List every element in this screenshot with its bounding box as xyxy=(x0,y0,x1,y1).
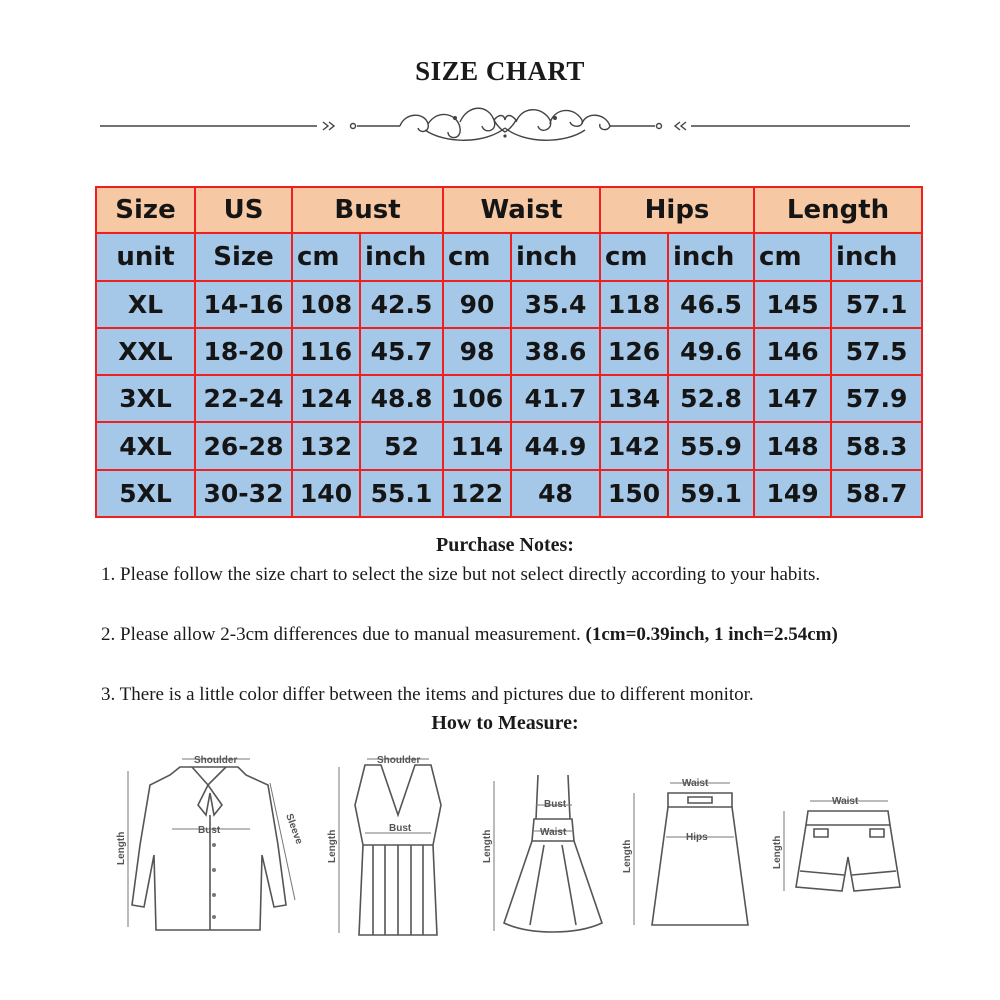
purchase-notes-title: Purchase Notes: xyxy=(436,534,574,556)
header-cell: Bust xyxy=(292,187,443,233)
shorts-diagram xyxy=(770,745,910,945)
table-cell: 124 xyxy=(292,375,360,422)
table-cell: 57.9 xyxy=(831,375,922,422)
table-cell: 5XL xyxy=(96,470,195,517)
header-cell: Length xyxy=(754,187,922,233)
table-cell: 45.7 xyxy=(360,328,443,375)
table-cell: 52.8 xyxy=(668,375,754,422)
table-cell: 118 xyxy=(600,281,668,328)
blouse-diagram xyxy=(110,745,310,945)
table-cell: 59.1 xyxy=(668,470,754,517)
table-cell: 48.8 xyxy=(360,375,443,422)
table-cell: 48 xyxy=(511,470,600,517)
table-cell: 140 xyxy=(292,470,360,517)
table-cell: 108 xyxy=(292,281,360,328)
header-cell: Size xyxy=(96,187,195,233)
subheader-cell: inch xyxy=(511,233,600,280)
table-cell: 122 xyxy=(443,470,511,517)
table-cell: 44.9 xyxy=(511,422,600,469)
table-cell: 114 xyxy=(443,422,511,469)
table-cell: 49.6 xyxy=(668,328,754,375)
subheader-cell: unit xyxy=(96,233,195,280)
table-cell: 55.1 xyxy=(360,470,443,517)
table-cell: 41.7 xyxy=(511,375,600,422)
ornament-divider xyxy=(95,100,915,150)
header-cell: US xyxy=(195,187,292,233)
note-1: 1. Please follow the size chart to select the size but not select directly according to your habits. xyxy=(101,564,821,585)
hips-label: Hips xyxy=(686,832,708,843)
subheader-cell: inch xyxy=(668,233,754,280)
table-cell: 55.9 xyxy=(668,422,754,469)
note-3: 3. There is a little color differ between the items and pictures due to different monitor. xyxy=(101,684,754,705)
table-cell: 145 xyxy=(754,281,831,328)
subheader-cell: inch xyxy=(360,233,443,280)
table-cell: 57.5 xyxy=(831,328,922,375)
table-cell: 46.5 xyxy=(668,281,754,328)
table-subheader-row xyxy=(96,233,922,280)
table-cell: 148 xyxy=(754,422,831,469)
length-label: Length xyxy=(772,835,783,869)
dress-diagram xyxy=(480,745,610,945)
subheader-cell: cm xyxy=(754,233,831,280)
table-row xyxy=(96,281,922,328)
table-cell: 14-16 xyxy=(195,281,292,328)
table-cell: 132 xyxy=(292,422,360,469)
shoulder-label: Shoulder xyxy=(377,755,421,766)
length-label: Length xyxy=(482,829,493,863)
how-to-measure-title: How to Measure: xyxy=(431,712,579,734)
table-cell: 150 xyxy=(600,470,668,517)
table-cell: 142 xyxy=(600,422,668,469)
table-cell: 38.6 xyxy=(511,328,600,375)
sleeve-label: Sleeve xyxy=(283,812,305,846)
table-cell: 3XL xyxy=(96,375,195,422)
table-row xyxy=(96,470,922,517)
bust-label: Bust xyxy=(198,825,221,836)
length-label: Length xyxy=(327,829,338,863)
waist-label: Waist xyxy=(682,778,709,789)
table-cell: XXL xyxy=(96,328,195,375)
table-cell: 134 xyxy=(600,375,668,422)
table-cell: 52 xyxy=(360,422,443,469)
skirt-diagram xyxy=(622,745,752,945)
bust-label: Bust xyxy=(389,823,412,834)
subheader-cell: Size xyxy=(195,233,292,280)
table-cell: 57.1 xyxy=(831,281,922,328)
table-cell: 147 xyxy=(754,375,831,422)
note-2-conversion: (1cm=0.39inch, 1 inch=2.54cm) xyxy=(585,624,838,645)
length-label: Length xyxy=(622,839,633,873)
subheader-cell: inch xyxy=(831,233,922,280)
subheader-cell: cm xyxy=(443,233,511,280)
note-2 xyxy=(101,620,931,650)
table-cell: 126 xyxy=(600,328,668,375)
table-cell: 58.7 xyxy=(831,470,922,517)
bust-label: Bust xyxy=(544,799,567,810)
size-chart-table xyxy=(95,186,923,518)
table-row xyxy=(96,328,922,375)
note-2-text: 2. Please allow 2-3cm differences due to manual measurement. xyxy=(101,624,581,645)
table-row xyxy=(96,375,922,422)
header-cell: Hips xyxy=(600,187,754,233)
table-cell: 149 xyxy=(754,470,831,517)
table-cell: 146 xyxy=(754,328,831,375)
page-title: SIZE CHART xyxy=(415,56,585,86)
table-cell: 116 xyxy=(292,328,360,375)
table-cell: 30-32 xyxy=(195,470,292,517)
length-label: Length xyxy=(116,831,127,865)
table-cell: 18-20 xyxy=(195,328,292,375)
header-cell: Waist xyxy=(443,187,600,233)
table-header-row xyxy=(96,187,922,233)
shoulder-label: Shoulder xyxy=(194,755,238,766)
tank-top-diagram xyxy=(325,745,465,945)
table-cell: 35.4 xyxy=(511,281,600,328)
table-row xyxy=(96,422,922,469)
subheader-cell: cm xyxy=(600,233,668,280)
table-cell: 106 xyxy=(443,375,511,422)
waist-label: Waist xyxy=(832,796,859,807)
table-cell: 26-28 xyxy=(195,422,292,469)
subheader-cell: cm xyxy=(292,233,360,280)
table-cell: 98 xyxy=(443,328,511,375)
table-cell: 4XL xyxy=(96,422,195,469)
table-cell: 22-24 xyxy=(195,375,292,422)
table-cell: 42.5 xyxy=(360,281,443,328)
waist-label: Waist xyxy=(540,827,567,838)
table-cell: XL xyxy=(96,281,195,328)
table-cell: 58.3 xyxy=(831,422,922,469)
table-cell: 90 xyxy=(443,281,511,328)
